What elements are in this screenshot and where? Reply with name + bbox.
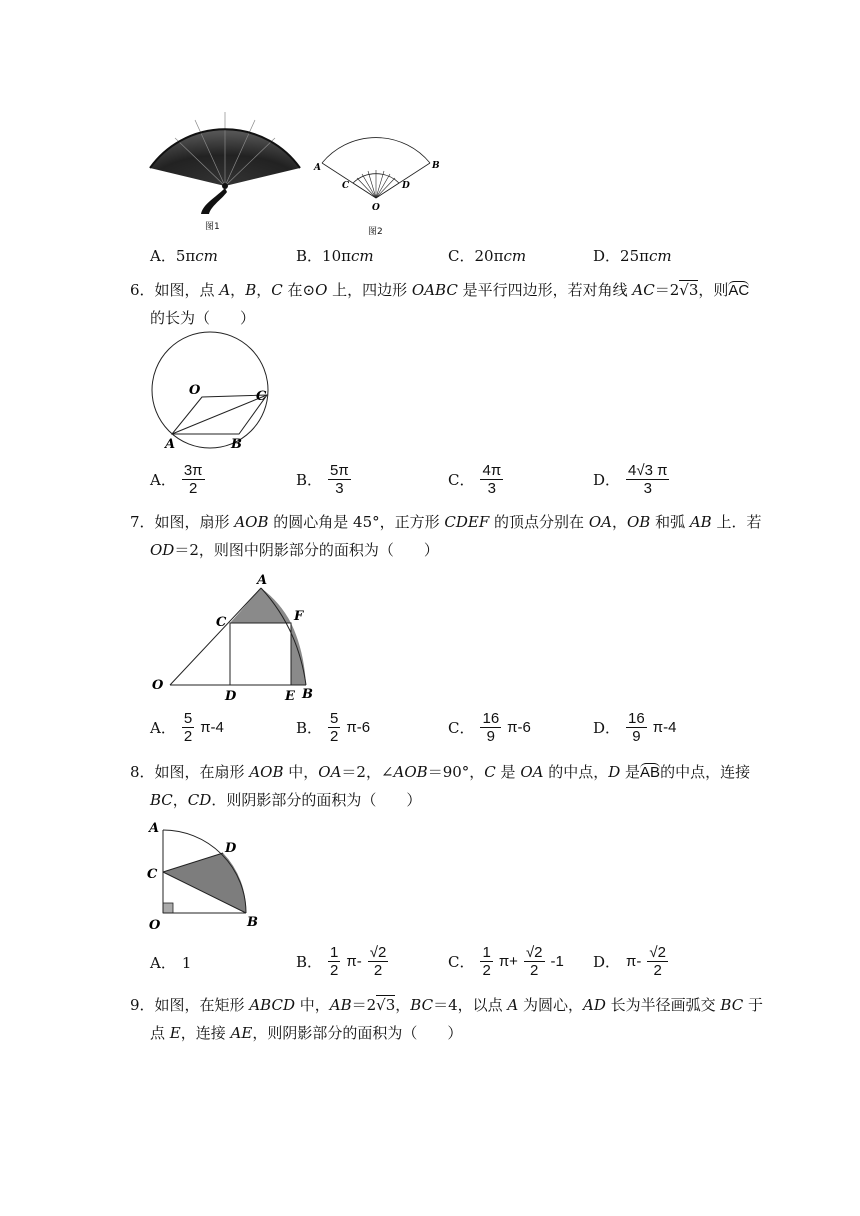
label-A: A xyxy=(257,573,268,588)
q6-option-b: B． $\frac{5\pi}{3}$ xyxy=(296,462,349,497)
q8-stem-line2: BC，CD．则阴影部分的面积为（ ） xyxy=(150,791,422,809)
label-A: A xyxy=(314,163,321,173)
q7-option-c: C． $\frac{16}{9}$ π-6 xyxy=(448,710,531,745)
q9-stem-line2: 点 E，连接 AE，则阴影部分的面积为（ ） xyxy=(150,1024,463,1042)
label-O: O xyxy=(149,918,161,933)
label-D: D xyxy=(225,841,237,856)
q5-option-d: D．25πcm xyxy=(593,247,672,265)
folding-fan-photo xyxy=(145,98,305,216)
label-C: C xyxy=(256,389,267,404)
q8-stem-line1: 8．如图，在扇形 AOB 中，OA＝2，∠AOB＝90°，C 是 OA 的中点，D 是AB的中点，连接 xyxy=(130,763,751,781)
label-C: C xyxy=(342,181,350,191)
label-B: B xyxy=(247,915,258,930)
label-E: E xyxy=(285,689,295,703)
label-A: A xyxy=(149,821,160,836)
label-C: C xyxy=(216,615,227,630)
q9-stem-line1: 9．如图，在矩形 ABCD 中，AB＝2√3，BC＝4，以点 A 为圆心，AD 长为半径画弧交 BC 于 xyxy=(130,996,763,1014)
label-B: B xyxy=(302,687,313,702)
label-B: B xyxy=(231,437,242,452)
q6-option-a: A． $\frac{3\pi}{2}$ xyxy=(150,462,203,497)
q7-option-a: A． $\frac{5}{2}$ π-4 xyxy=(150,710,224,745)
q7-sector-square-figure xyxy=(148,568,323,703)
q6-circle-figure xyxy=(145,330,280,455)
label-O: O xyxy=(189,383,201,398)
q5-option-c: C．20πcm xyxy=(448,247,527,265)
figure-2-caption: 图2 xyxy=(368,227,383,237)
q8-option-a: A． 1 xyxy=(150,953,192,972)
q6-stem-line2: 的长为（ ） xyxy=(150,309,256,327)
q6-option-c: C． $\frac{4\pi}{3}$ xyxy=(448,462,502,497)
q7-option-b: B． $\frac{5}{2}$ π-6 xyxy=(296,710,371,745)
label-A: A xyxy=(165,437,176,452)
q5-option-b: B．10πcm xyxy=(296,247,374,265)
q6-option-d: D． $\frac{4√3 \pi}{3}$ xyxy=(593,462,668,497)
q6-stem-line1: 6．如图，点 A，B，C 在⊙O 上，四边形 OABC 是平行四边形，若对角线 AC＝2√3，则AC xyxy=(130,281,750,299)
label-D: D xyxy=(402,181,410,191)
label-D: D xyxy=(225,689,237,703)
label-B: B xyxy=(432,161,440,171)
q8-option-b: B． $\frac{1}{2}$ π- $\frac{√2}{2}$ xyxy=(296,944,387,979)
q5-option-a: A．5πcm xyxy=(150,247,218,265)
q7-stem-line2: OD＝2，则图中阴影部分的面积为（ ） xyxy=(150,541,439,559)
label-C: C xyxy=(147,867,158,882)
fan-diagram xyxy=(312,128,442,212)
q7-option-d: D． $\frac{16}{9}$ π-4 xyxy=(593,710,677,745)
q8-option-c: C． $\frac{1}{2}$ π+ $\frac{√2}{2}$ -1 xyxy=(448,944,564,979)
q8-option-d: D． π- $\frac{√2}{2}$ xyxy=(593,944,666,979)
figure-1-caption: 图1 xyxy=(205,222,220,232)
label-F: F xyxy=(294,609,304,624)
q8-quarter-sector-figure xyxy=(145,816,265,934)
q7-stem-line1: 7．如图，扇形 AOB 的圆心角是 45°，正方形 CDEF 的顶点分别在 OA，OB 和弧 AB 上．若 xyxy=(130,513,762,531)
label-O: O xyxy=(372,203,380,212)
label-O: O xyxy=(152,678,164,693)
